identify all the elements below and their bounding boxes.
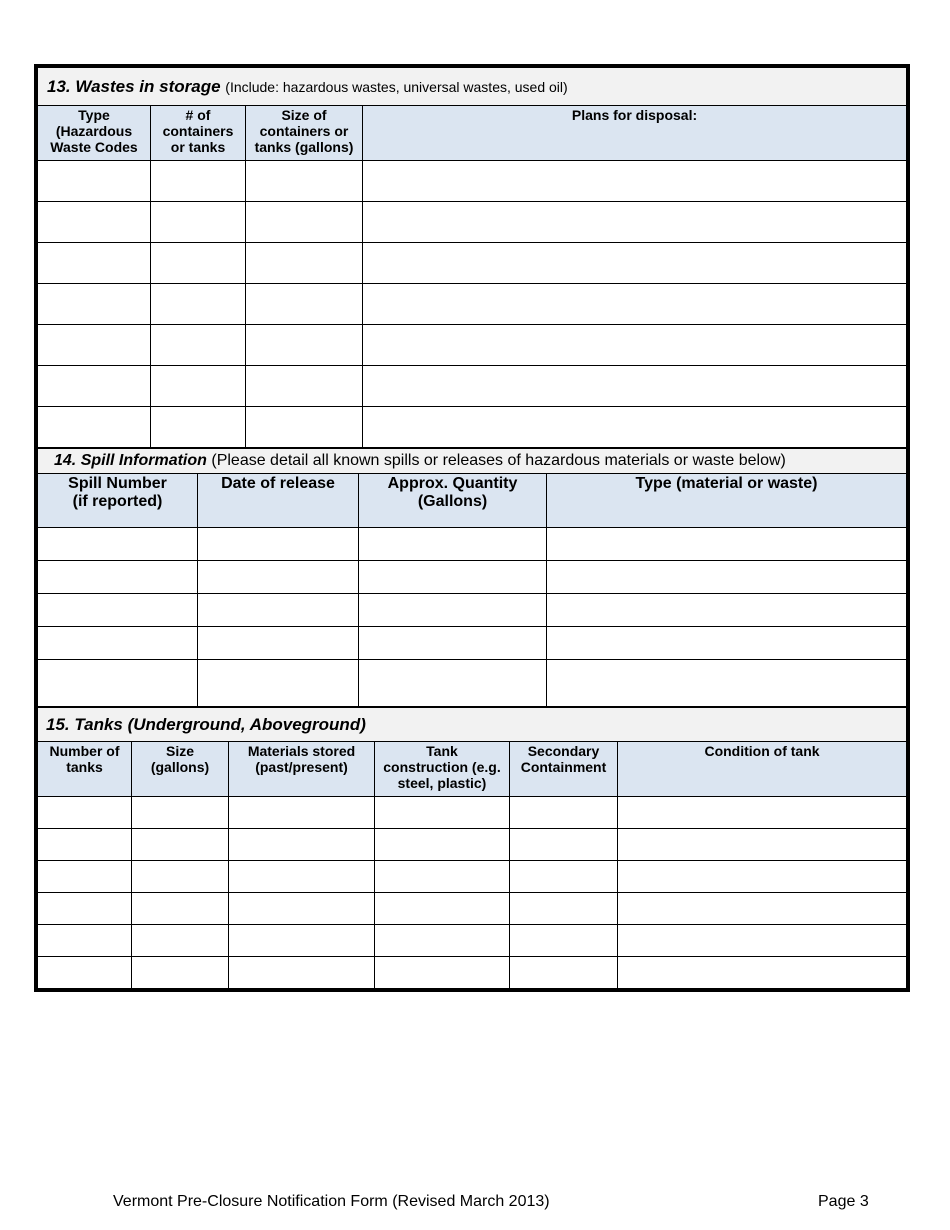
- form-entry-cell[interactable]: [375, 797, 510, 829]
- section13-header-line: containers or: [259, 123, 349, 139]
- section14-column-header-1: [198, 474, 359, 528]
- form-entry-cell[interactable]: [359, 528, 547, 561]
- form-entry-cell[interactable]: [229, 861, 375, 893]
- form-entry-cell[interactable]: [38, 594, 198, 627]
- form-entry-cell[interactable]: [38, 893, 132, 925]
- form-entry-cell[interactable]: [132, 861, 229, 893]
- section13-header-line: Type: [78, 107, 110, 123]
- section15-header-line: tanks: [66, 759, 103, 775]
- form-entry-cell[interactable]: [510, 925, 618, 957]
- section14-header-line: Type (material or waste): [635, 475, 818, 492]
- table-row: [38, 797, 907, 829]
- section14-header-line: Date of release: [221, 475, 335, 492]
- form-entry-cell[interactable]: [38, 243, 151, 284]
- section13-header-line: containers: [162, 123, 234, 139]
- form-entry-cell[interactable]: [38, 561, 198, 594]
- section13-header-line: or tanks: [170, 139, 226, 155]
- form-entry-cell[interactable]: [151, 325, 246, 366]
- form-entry-cell[interactable]: [246, 243, 363, 284]
- section15-column-header-3: [375, 742, 510, 797]
- form-entry-cell[interactable]: [198, 660, 359, 707]
- section14-header-line: (Gallons): [417, 493, 488, 510]
- form-entry-cell[interactable]: [38, 797, 132, 829]
- section14-header-line: (if reported): [72, 493, 163, 510]
- form-entry-cell[interactable]: [510, 957, 618, 989]
- section15-header-line: Number of: [49, 743, 120, 759]
- table-row: [38, 627, 907, 660]
- form-entry-cell[interactable]: [375, 829, 510, 861]
- form-entry-cell[interactable]: [246, 407, 363, 448]
- section15-column-header-2: [229, 742, 375, 797]
- table-row: [38, 243, 907, 284]
- section15-column-header-0: [38, 742, 132, 797]
- section13-header-line: Waste Codes: [50, 139, 138, 155]
- form-entry-cell[interactable]: [618, 925, 907, 957]
- form-container: [34, 64, 910, 992]
- section-13-heading: 13. Wastes in storage: [47, 76, 221, 96]
- form-entry-cell[interactable]: [151, 243, 246, 284]
- form-entry-cell[interactable]: [38, 366, 151, 407]
- form-entry-cell[interactable]: [375, 893, 510, 925]
- form-entry-cell[interactable]: [151, 284, 246, 325]
- form-entry-cell[interactable]: [151, 161, 246, 202]
- section15-header-line: steel, plastic): [397, 775, 487, 791]
- section15-header-line: Containment: [520, 759, 607, 775]
- section14-column-header-3: [547, 474, 907, 528]
- form-entry-cell[interactable]: [246, 325, 363, 366]
- table-row: [38, 660, 907, 707]
- footer-form-name: Vermont Pre-Closure Notification Form (Revised March 2013): [113, 1193, 550, 1210]
- form-entry-cell[interactable]: [359, 561, 547, 594]
- form-entry-cell[interactable]: [38, 627, 198, 660]
- section13-header-line: Size of: [281, 107, 327, 123]
- form-entry-cell[interactable]: [132, 829, 229, 861]
- table-row: [38, 861, 907, 893]
- form-entry-cell[interactable]: [510, 797, 618, 829]
- section15-header-line: (gallons): [150, 759, 210, 775]
- table-row: [38, 829, 907, 861]
- section15-column-header-5: [618, 742, 907, 797]
- form-entry-cell[interactable]: [229, 797, 375, 829]
- form-entry-cell[interactable]: [618, 893, 907, 925]
- form-entry-cell[interactable]: [246, 161, 363, 202]
- section-13-subtitle: (Include: hazardous wastes, universal wastes, used oil): [225, 78, 568, 95]
- form-entry-cell[interactable]: [132, 797, 229, 829]
- form-entry-cell[interactable]: [229, 829, 375, 861]
- section-14-title: [38, 449, 907, 474]
- table-row: [38, 561, 907, 594]
- section15-header-line: Materials stored: [247, 743, 356, 759]
- section13-column-header-0: [38, 106, 151, 161]
- form-entry-cell[interactable]: [363, 366, 907, 407]
- section-13-title: [38, 68, 907, 106]
- form-entry-cell[interactable]: [246, 202, 363, 243]
- spill-information-table: [37, 448, 907, 707]
- section13-column-header-2: [246, 106, 363, 161]
- table-row: [38, 202, 907, 243]
- table-row: [38, 366, 907, 407]
- form-entry-cell[interactable]: [38, 957, 132, 989]
- form-entry-cell[interactable]: [246, 284, 363, 325]
- table-row: [38, 284, 907, 325]
- form-entry-cell[interactable]: [363, 284, 907, 325]
- table-row: [38, 957, 907, 989]
- form-entry-cell[interactable]: [375, 861, 510, 893]
- form-entry-cell[interactable]: [38, 407, 151, 448]
- section-15-title: [38, 708, 907, 742]
- form-entry-cell[interactable]: [363, 202, 907, 243]
- form-entry-cell[interactable]: [618, 797, 907, 829]
- form-entry-cell[interactable]: [246, 366, 363, 407]
- form-entry-cell[interactable]: [363, 243, 907, 284]
- wastes-in-storage-table: [37, 67, 907, 448]
- section-14-subtitle: (Please detail all known spills or releases of hazardous materials or waste below): [211, 452, 786, 469]
- form-entry-cell[interactable]: [38, 284, 151, 325]
- table-row: [38, 161, 907, 202]
- section15-header-line: (past/present): [255, 759, 348, 775]
- form-entry-cell[interactable]: [38, 161, 151, 202]
- form-entry-cell[interactable]: [375, 925, 510, 957]
- form-entry-cell[interactable]: [510, 893, 618, 925]
- form-entry-cell[interactable]: [363, 161, 907, 202]
- section15-header-line: Size: [165, 743, 194, 759]
- section13-header-line: (Hazardous: [55, 123, 133, 139]
- form-entry-cell[interactable]: [151, 407, 246, 448]
- section15-header-line: Tank: [426, 743, 458, 759]
- section15-column-header-4: [510, 742, 618, 797]
- form-entry-cell[interactable]: [618, 861, 907, 893]
- section-14-heading: 14. Spill Information: [54, 452, 207, 469]
- section-15-heading: 15. Tanks (Underground, Aboveground): [46, 714, 366, 734]
- table-row: [38, 325, 907, 366]
- section14-column-header-2: [359, 474, 547, 528]
- table-row: [38, 893, 907, 925]
- form-entry-cell[interactable]: [229, 957, 375, 989]
- form-entry-cell[interactable]: [547, 594, 907, 627]
- table-row: [38, 925, 907, 957]
- form-entry-cell[interactable]: [510, 829, 618, 861]
- form-entry-cell[interactable]: [151, 202, 246, 243]
- form-entry-cell[interactable]: [229, 893, 375, 925]
- section15-header-line: Secondary: [527, 743, 600, 759]
- form-entry-cell[interactable]: [363, 325, 907, 366]
- form-entry-cell[interactable]: [38, 660, 198, 707]
- section13-header-line: Plans for disposal:: [571, 107, 698, 123]
- section15-header-line: Condition of tank: [704, 743, 820, 759]
- form-entry-cell[interactable]: [547, 627, 907, 660]
- form-entry-cell[interactable]: [363, 407, 907, 448]
- form-entry-cell[interactable]: [547, 660, 907, 707]
- section15-header-line: construction (e.g.: [383, 759, 501, 775]
- form-entry-cell[interactable]: [38, 829, 132, 861]
- section13-column-header-3: [363, 106, 907, 161]
- footer-page-number: Page 3: [818, 1193, 869, 1210]
- section14-column-header-0: [38, 474, 198, 528]
- form-entry-cell[interactable]: [359, 627, 547, 660]
- tanks-table: [37, 707, 907, 989]
- form-entry-cell[interactable]: [151, 366, 246, 407]
- form-entry-cell[interactable]: [38, 325, 151, 366]
- section13-header-line: tanks (gallons): [254, 139, 354, 155]
- form-entry-cell[interactable]: [547, 528, 907, 561]
- form-entry-cell[interactable]: [618, 829, 907, 861]
- form-entry-cell[interactable]: [510, 861, 618, 893]
- section15-column-header-1: [132, 742, 229, 797]
- section13-header-line: # of: [185, 107, 211, 123]
- form-entry-cell[interactable]: [198, 627, 359, 660]
- form-entry-cell[interactable]: [547, 561, 907, 594]
- form-entry-cell[interactable]: [132, 925, 229, 957]
- form-entry-cell[interactable]: [359, 660, 547, 707]
- section13-column-header-1: [151, 106, 246, 161]
- form-entry-cell[interactable]: [359, 594, 547, 627]
- form-entry-cell[interactable]: [229, 925, 375, 957]
- form-entry-cell[interactable]: [198, 594, 359, 627]
- form-entry-cell[interactable]: [618, 957, 907, 989]
- form-entry-cell[interactable]: [375, 957, 510, 989]
- form-entry-cell[interactable]: [132, 957, 229, 989]
- section14-header-line: Spill Number: [68, 475, 167, 492]
- form-entry-cell[interactable]: [132, 893, 229, 925]
- section14-header-line: Approx. Quantity: [387, 475, 518, 492]
- table-row: [38, 407, 907, 448]
- form-entry-cell[interactable]: [38, 202, 151, 243]
- form-entry-cell[interactable]: [38, 861, 132, 893]
- form-entry-cell[interactable]: [198, 561, 359, 594]
- form-entry-cell[interactable]: [198, 528, 359, 561]
- form-entry-cell[interactable]: [38, 925, 132, 957]
- table-row: [38, 528, 907, 561]
- table-row: [38, 594, 907, 627]
- form-entry-cell[interactable]: [38, 528, 198, 561]
